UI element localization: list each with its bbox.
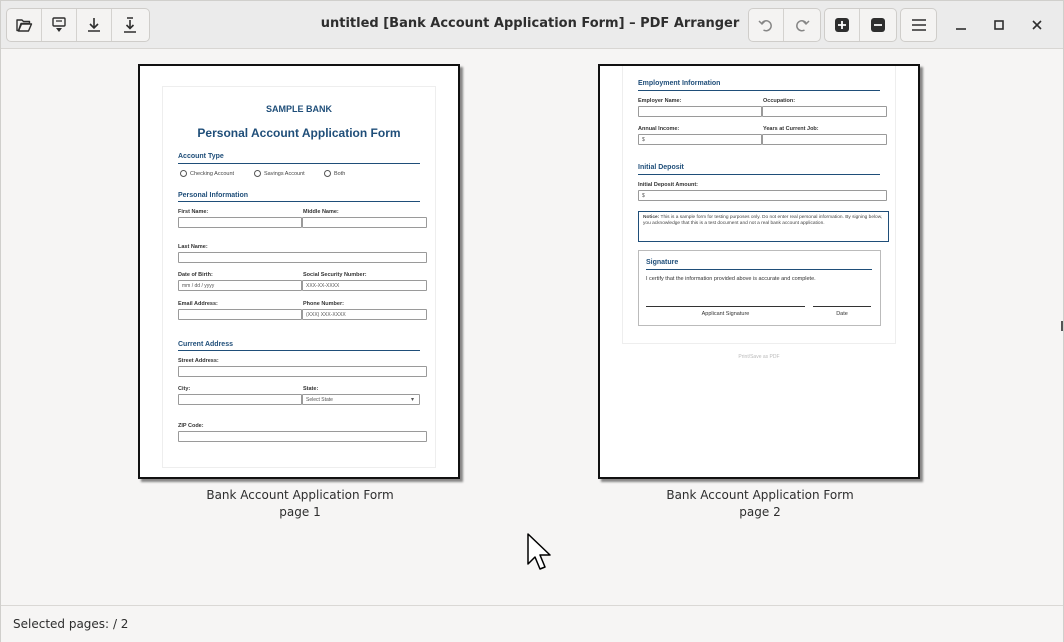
street-field[interactable] [178, 366, 427, 377]
label-state: State: [303, 386, 319, 392]
label-email: Email Address: [178, 301, 218, 307]
selected-pages-value: / 2 [112, 617, 129, 631]
hamburger-menu-icon [910, 16, 928, 34]
page-thumbnail-1[interactable] [138, 64, 460, 479]
label-occupation: Occupation: [763, 98, 796, 104]
radio-both-label: Both [334, 170, 346, 177]
redo-icon [793, 16, 811, 34]
section-initial-deposit: Initial Deposit [638, 164, 684, 171]
window-title: untitled [Bank Account Application Form] – PDF Arranger [320, 16, 740, 31]
income-prefix: $ [642, 137, 645, 143]
notice-box [638, 211, 889, 242]
occupation-field[interactable] [762, 106, 887, 117]
state-selected-value: Select State [306, 397, 333, 403]
date-caption: Date [836, 311, 848, 317]
radio-savings[interactable] [254, 170, 305, 177]
mouse-cursor-icon [527, 533, 553, 575]
selected-pages-label: Selected pages: [13, 617, 110, 631]
minimize-icon [955, 19, 967, 31]
dob-field[interactable] [178, 280, 302, 291]
label-years: Years at Current Job: [763, 126, 819, 132]
section-personal-info: Personal Information [178, 192, 249, 199]
section-current-address: Current Address [178, 341, 233, 348]
state-select[interactable] [302, 394, 420, 405]
minimize-button[interactable] [951, 15, 971, 35]
years-field[interactable] [762, 134, 887, 145]
history-button-group [748, 8, 821, 42]
label-ssn: Social Security Number: [303, 272, 367, 278]
selected-pages-status [13, 617, 128, 631]
label-city: City: [178, 386, 191, 392]
zoom-in-button[interactable] [825, 9, 860, 41]
radio-checking[interactable] [180, 170, 234, 177]
city-field[interactable] [178, 394, 302, 405]
zoom-out-icon [869, 16, 887, 34]
section-rule [178, 201, 420, 202]
last-name-field[interactable] [178, 252, 427, 263]
label-middle-name: Middle Name: [303, 209, 339, 215]
phone-field[interactable] [302, 309, 427, 320]
deposit-prefix: $ [642, 193, 645, 199]
header-bar [1, 1, 1063, 49]
label-deposit-amount: Initial Deposit Amount: [638, 182, 698, 188]
main-menu-button[interactable] [901, 9, 936, 41]
label-income: Annual Income: [638, 126, 680, 132]
print-save-link[interactable]: Print/Save as PDF [738, 354, 780, 360]
section-rule [646, 269, 872, 270]
ssn-placeholder: XXX-XX-XXXX [306, 283, 340, 289]
section-rule [178, 350, 420, 351]
label-zip: ZIP Code: [178, 423, 204, 429]
zoom-button-group [824, 8, 897, 42]
bank-name: SAMPLE BANK [265, 104, 332, 114]
page-thumbnail-2[interactable] [598, 64, 920, 479]
phone-placeholder: (XXX) XXX-XXXX [306, 312, 346, 318]
form-heading: Personal Account Application Form [197, 126, 401, 140]
applicant-signature-line[interactable] [646, 306, 805, 307]
section-account-type: Account Type [178, 153, 224, 160]
undo-icon [757, 16, 775, 34]
page-2-doc-name: Bank Account Application Form [666, 488, 854, 502]
notice-text: This is a sample form for testing purposes only. Do not enter real personal information. By signing below, you acknowledge that this is a test document and not a real bank account application. [643, 215, 883, 226]
label-first-name: First Name: [178, 209, 209, 215]
label-dob: Date of Birth: [178, 272, 213, 278]
zip-field[interactable] [178, 431, 427, 442]
deposit-amount-field[interactable] [638, 190, 887, 201]
page-caption-2 [600, 487, 920, 521]
label-last-name: Last Name: [178, 244, 208, 250]
certify-text: I certify that the information provided above is accurate and complete. [646, 276, 816, 282]
label-street: Street Address: [178, 358, 219, 364]
page-1-doc-name: Bank Account Application Form [206, 488, 394, 502]
section-employment: Employment Information [638, 80, 721, 87]
maximize-button[interactable] [989, 15, 1009, 35]
page-caption-1 [140, 487, 460, 521]
maximize-icon [993, 19, 1005, 31]
page-2-number: page 2 [739, 505, 781, 519]
menu-button-group [900, 8, 937, 42]
section-rule [638, 90, 880, 91]
chevron-down-icon: ▾ [411, 397, 415, 403]
notice-label: Notice: [643, 215, 660, 220]
section-signature: Signature [646, 259, 679, 266]
close-button[interactable] [1027, 15, 1047, 35]
radio-checking-label: Checking Account [190, 170, 235, 177]
undo-button[interactable] [749, 9, 784, 41]
email-field[interactable] [178, 309, 302, 320]
radio-both[interactable] [324, 170, 345, 177]
date-line[interactable] [813, 306, 871, 307]
label-phone: Phone Number: [303, 301, 344, 307]
income-field[interactable] [638, 134, 762, 145]
page-1-number: page 1 [279, 505, 321, 519]
label-employer: Employer Name: [638, 98, 682, 104]
zoom-out-button[interactable] [860, 9, 895, 41]
dob-placeholder: mm / dd / yyyy [182, 283, 215, 289]
middle-name-field[interactable] [302, 217, 427, 228]
status-bar [1, 605, 1063, 642]
applicant-signature-caption: Applicant Signature [701, 311, 750, 317]
section-rule [178, 163, 420, 164]
close-icon [1031, 19, 1043, 31]
scroll-indicator[interactable] [1061, 321, 1063, 331]
ssn-field[interactable] [302, 280, 427, 291]
page-grid [1, 49, 1063, 604]
section-rule [638, 174, 880, 175]
first-name-field[interactable] [178, 217, 302, 228]
radio-savings-label: Savings Account [264, 170, 305, 177]
zoom-in-icon [833, 16, 851, 34]
redo-button[interactable] [784, 9, 819, 41]
employer-field[interactable] [638, 106, 762, 117]
